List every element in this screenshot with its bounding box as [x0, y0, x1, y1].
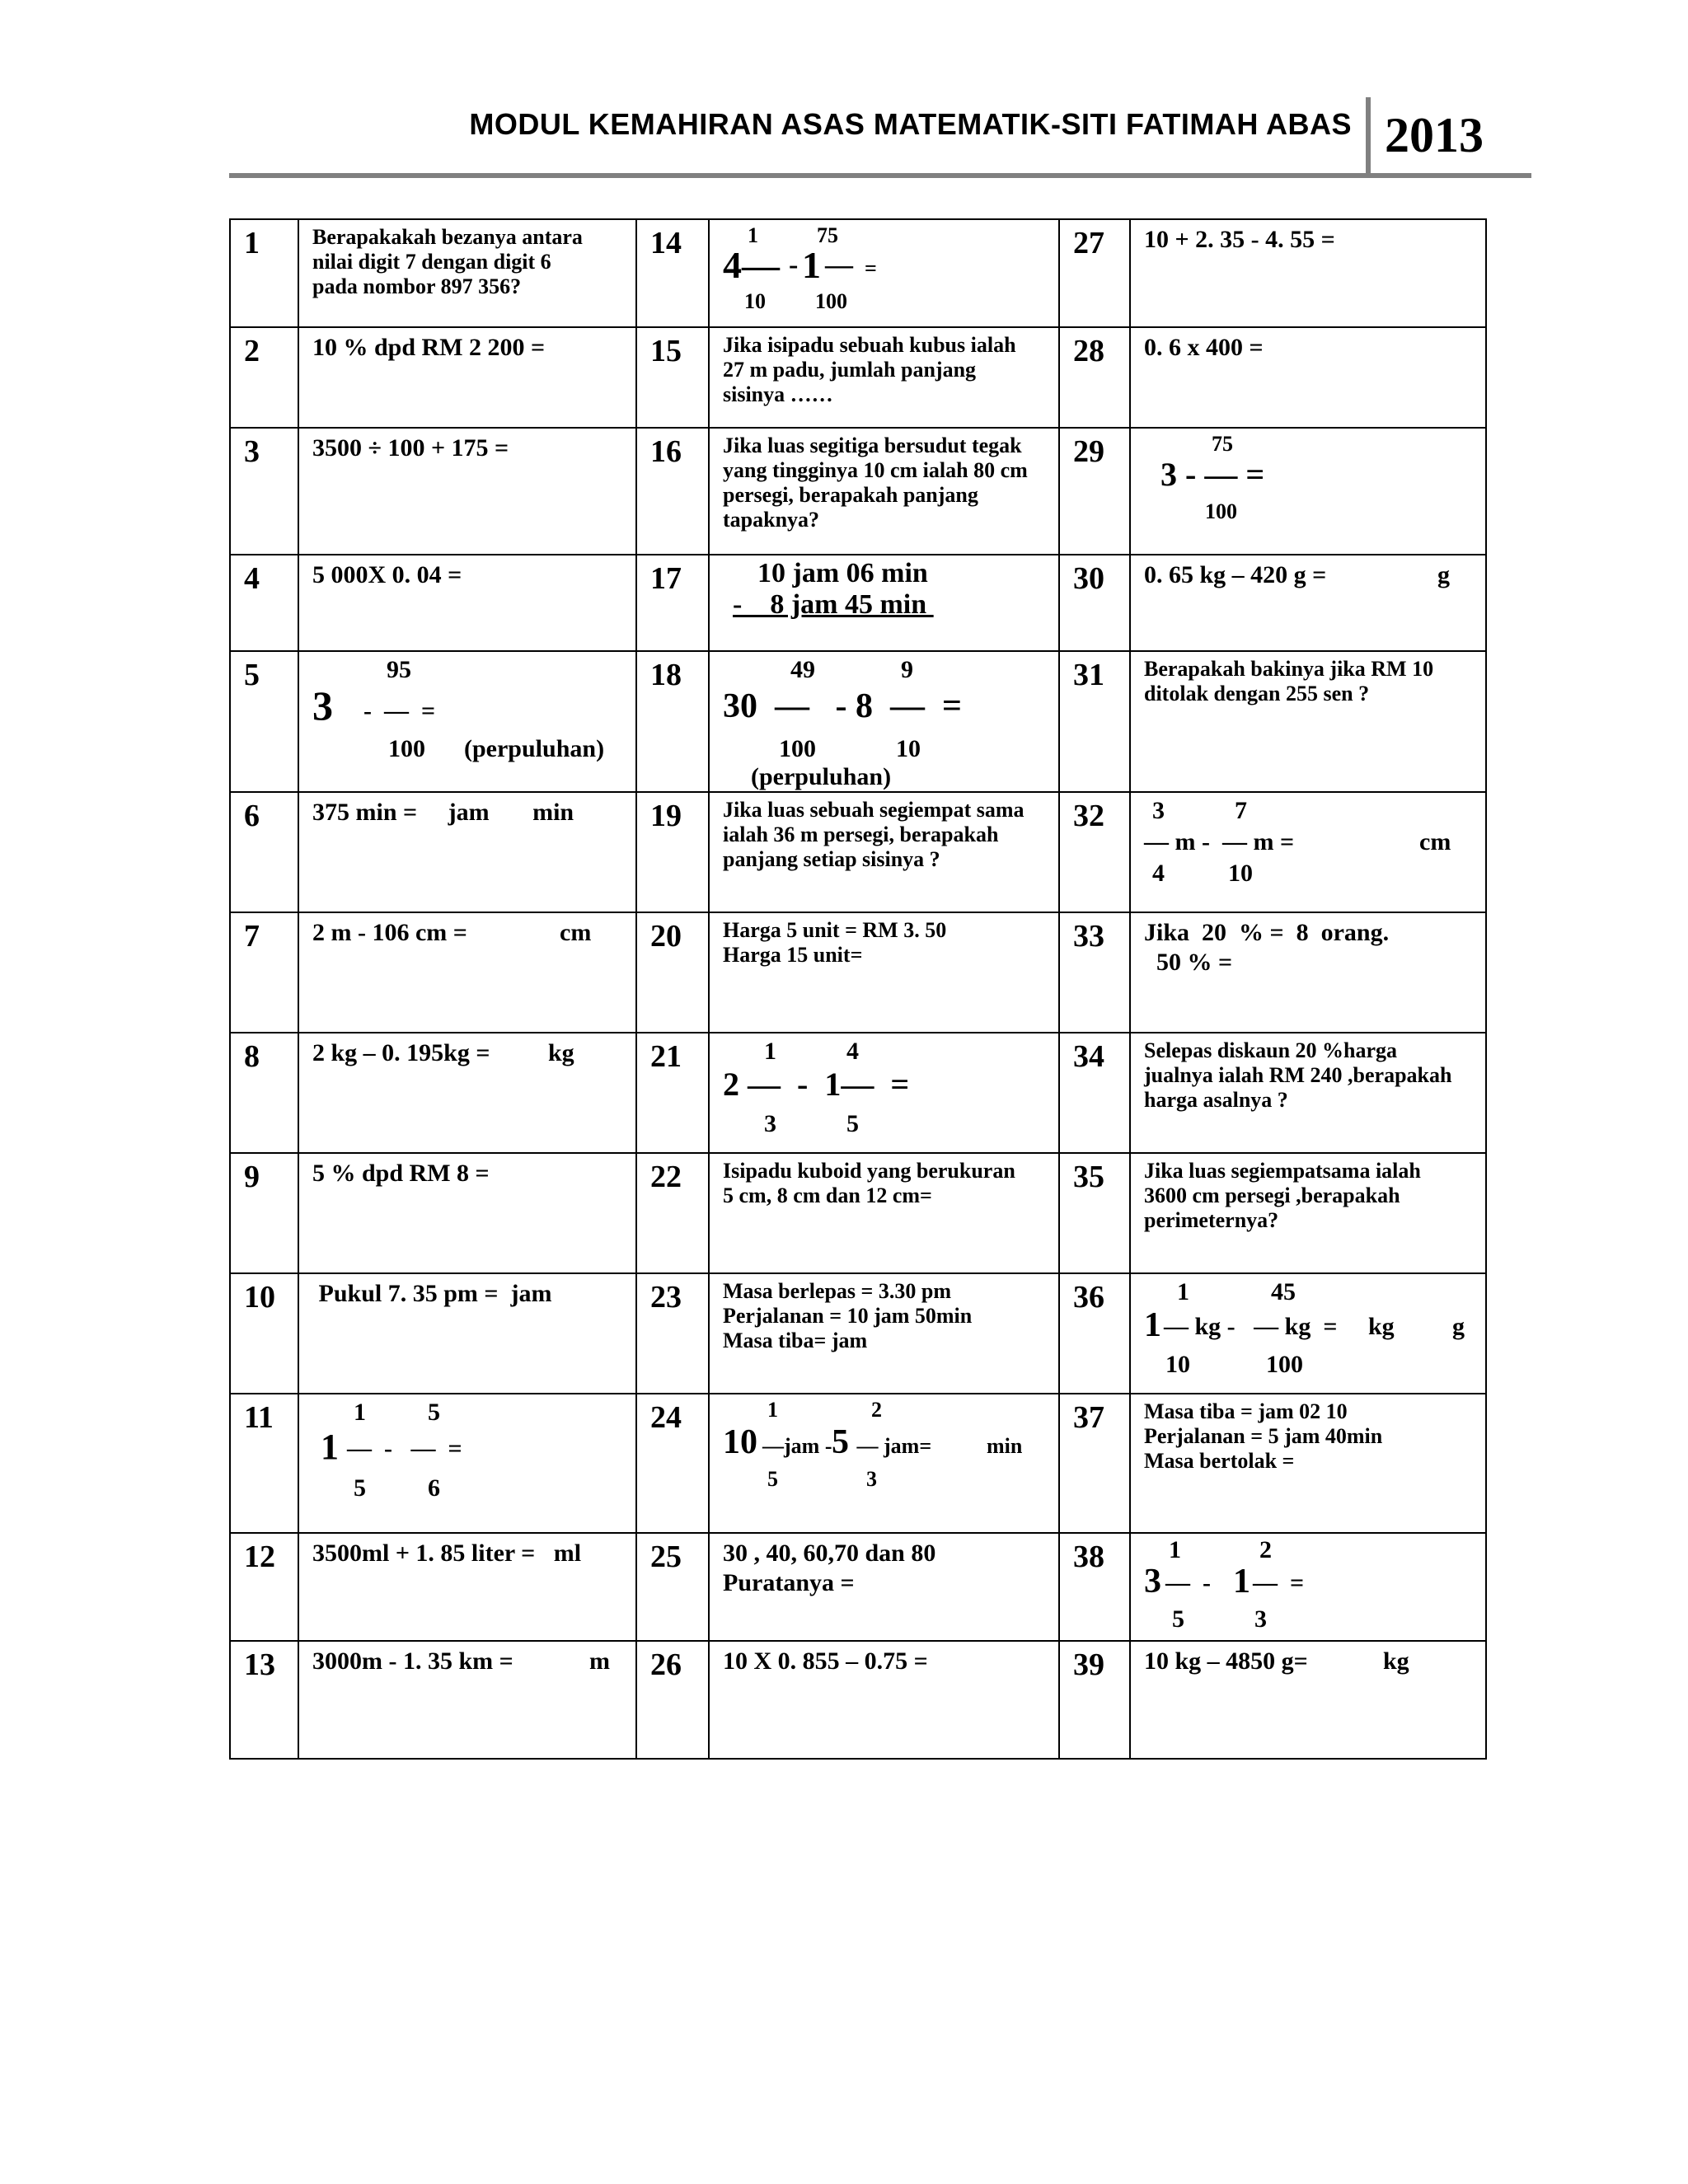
- table-row: [230, 1533, 1486, 1641]
- whole-number: 1: [802, 244, 821, 286]
- fraction-bar: — -: [1165, 1569, 1223, 1596]
- question-17: [709, 555, 1059, 651]
- question-4: 5 000X 0. 04 =: [298, 555, 636, 651]
- question-number: 17: [636, 555, 709, 651]
- question-number: 38: [1059, 1533, 1130, 1641]
- question-number: 6: [230, 792, 298, 912]
- fraction-expression: — m - — m =: [1144, 828, 1295, 855]
- question-23: Masa berlepas = 3.30 pm Perjalanan = 10 jam 50min Masa tiba= jam: [709, 1273, 1059, 1394]
- denominator: 10: [1228, 860, 1253, 887]
- question-number: 18: [636, 651, 709, 792]
- unit-label: cm: [1419, 828, 1451, 855]
- question-28: 0. 6 x 400 =: [1130, 327, 1486, 428]
- whole-number: 3: [312, 682, 333, 729]
- question-9: 5 % dpd RM 8 =: [298, 1153, 636, 1273]
- question-number: 11: [230, 1394, 298, 1533]
- question-12: 3500ml + 1. 85 liter = ml: [298, 1533, 636, 1641]
- question-number: 25: [636, 1533, 709, 1641]
- numerator: 1: [1169, 1536, 1181, 1563]
- question-number: 28: [1059, 327, 1130, 428]
- time-line-1: 10 jam 06 min: [757, 558, 928, 588]
- question-text: 2 m - 106 cm =: [312, 919, 467, 946]
- fraction-expression: — kg - — kg = kg: [1164, 1313, 1395, 1340]
- question-15: Jika isipadu sebuah kubus ialah 27 m padu, jumlah panjang sisinya ……: [709, 327, 1059, 428]
- question-14: [709, 219, 1059, 327]
- fraction-bar: — jam=: [851, 1434, 932, 1458]
- fraction-expression: 3 - — =: [1160, 456, 1265, 493]
- whole-number: 5: [832, 1423, 849, 1461]
- denominator: 100: [1205, 499, 1237, 523]
- question-table: [229, 218, 1487, 1760]
- numerator: 5: [428, 1399, 440, 1426]
- denominator: 10: [744, 289, 766, 313]
- question-29: [1130, 428, 1486, 555]
- numerator: 2: [1259, 1536, 1272, 1563]
- question-3: 3500 ÷ 100 + 175 =: [298, 428, 636, 555]
- question-number: 14: [636, 219, 709, 327]
- question-21: [709, 1033, 1059, 1153]
- question-number: 22: [636, 1153, 709, 1273]
- denominator: 5: [846, 1110, 859, 1137]
- header-divider: [1366, 97, 1371, 176]
- denominator: 5: [1172, 1605, 1184, 1633]
- denominator: 3: [866, 1467, 877, 1491]
- numerator: 3: [1152, 797, 1165, 824]
- question-31: Berapakah bakinya jika RM 10 ditolak dengan 255 sen ?: [1130, 651, 1486, 792]
- whole-number: 1: [1144, 1306, 1161, 1344]
- question-number: 15: [636, 327, 709, 428]
- denominator: 6: [428, 1474, 440, 1502]
- question-19: Jika luas sebuah segiempat sama ialah 36 m persegi, berapakah panjang setiap sisinya ?: [709, 792, 1059, 912]
- question-text: 0. 65 kg – 420 g =: [1144, 561, 1327, 588]
- question-number: 39: [1059, 1641, 1130, 1759]
- question-27: 10 + 2. 35 - 4. 55 =: [1130, 219, 1486, 327]
- answer-format: (perpuluhan): [751, 763, 892, 790]
- question-number: 7: [230, 912, 298, 1033]
- fraction-bar: - — =: [363, 697, 436, 724]
- denominator: 3: [1254, 1605, 1267, 1633]
- question-number: 33: [1059, 912, 1130, 1033]
- question-number: 16: [636, 428, 709, 555]
- numerator: 45: [1271, 1278, 1296, 1305]
- table-row: [230, 555, 1486, 651]
- fraction-bar: — - — =: [347, 1435, 462, 1462]
- table-row: [230, 1394, 1486, 1533]
- question-26: 10 X 0. 855 – 0.75 =: [709, 1641, 1059, 1759]
- whole-number: 1: [1233, 1563, 1250, 1601]
- question-36: [1130, 1273, 1486, 1394]
- question-16: Jika luas segitiga bersudut tegak yang tingginya 10 cm ialah 80 cm persegi, berapakah panjang tapaknya?: [709, 428, 1059, 555]
- denominator: 5: [767, 1467, 778, 1491]
- question-number: 13: [230, 1641, 298, 1759]
- question-30: [1130, 555, 1486, 651]
- question-number: 34: [1059, 1033, 1130, 1153]
- question-32: [1130, 792, 1486, 912]
- unit-label: min: [987, 1434, 1023, 1458]
- question-8: [298, 1033, 636, 1153]
- numerator: 1: [354, 1399, 366, 1426]
- operator: -: [789, 250, 799, 280]
- numerator: 7: [1235, 797, 1247, 824]
- denominator: 4: [1152, 860, 1165, 887]
- question-number: 20: [636, 912, 709, 1033]
- question-5: [298, 651, 636, 792]
- question-35: Jika luas segiempatsama ialah 3600 cm persegi ,berapakah perimeternya?: [1130, 1153, 1486, 1273]
- denominator: 100: [1266, 1351, 1303, 1378]
- whole-number: 4—: [723, 244, 780, 286]
- question-20: Harga 5 unit = RM 3. 50 Harga 15 unit=: [709, 912, 1059, 1033]
- denominator: 3: [764, 1110, 776, 1137]
- whole-number: 10: [723, 1423, 757, 1461]
- question-1: Berapakakah bezanya antara nilai digit 7 dengan digit 6 pada nombor 897 356?: [298, 219, 636, 327]
- table-row: [230, 792, 1486, 912]
- question-number: 9: [230, 1153, 298, 1273]
- question-39: [1130, 1641, 1486, 1759]
- time-line-2: - 8 jam 45 min: [733, 589, 934, 620]
- question-number: 1: [230, 219, 298, 327]
- fraction-expression: 30 — - 8 — =: [723, 687, 962, 725]
- unit-label: g: [1437, 561, 1450, 588]
- question-number: 26: [636, 1641, 709, 1759]
- denominator: 100: [815, 289, 847, 313]
- question-text: 3000m - 1. 35 km =: [312, 1647, 513, 1675]
- denominator: 10: [896, 735, 921, 762]
- unit-label: g: [1452, 1313, 1465, 1340]
- question-text: 2 kg – 0. 195kg =: [312, 1039, 490, 1066]
- question-number: 27: [1059, 219, 1130, 327]
- question-10: Pukul 7. 35 pm = jam: [298, 1273, 636, 1394]
- module-title: MODUL KEMAHIRAN ASAS MATEMATIK-SITI FATIMAH ABAS: [469, 107, 1352, 141]
- question-number: 3: [230, 428, 298, 555]
- unit-label: cm: [560, 919, 592, 946]
- question-number: 19: [636, 792, 709, 912]
- question-text: 10 kg – 4850 g=: [1144, 1647, 1308, 1675]
- table-row: [230, 327, 1486, 428]
- fraction-bar: —jam -: [762, 1434, 832, 1458]
- numerator: 49: [790, 656, 815, 683]
- question-13: [298, 1641, 636, 1759]
- question-6: 375 min = jam min: [298, 792, 636, 912]
- answer-format: (perpuluhan): [464, 735, 605, 762]
- question-number: 29: [1059, 428, 1130, 555]
- question-37: Masa tiba = jam 02 10 Perjalanan = 5 jam 40min Masa bertolak =: [1130, 1394, 1486, 1533]
- table-row: [230, 1273, 1486, 1394]
- question-number: 36: [1059, 1273, 1130, 1394]
- question-25: 30 , 40, 60,70 dan 80 Puratanya =: [709, 1533, 1059, 1641]
- question-number: 5: [230, 651, 298, 792]
- table-row: [230, 1153, 1486, 1273]
- equals: =: [865, 256, 877, 280]
- table-row: [230, 1641, 1486, 1759]
- fraction-bar: — =: [1253, 1569, 1305, 1596]
- question-33: Jika 20 % = 8 orang. 50 % =: [1130, 912, 1486, 1033]
- table-row: [230, 428, 1486, 555]
- question-number: 24: [636, 1394, 709, 1533]
- numerator: 1: [764, 1038, 776, 1065]
- question-number: 37: [1059, 1394, 1130, 1533]
- table-row: [230, 912, 1486, 1033]
- numerator: 75: [817, 223, 838, 247]
- denominator: 100: [779, 735, 816, 762]
- question-11: [298, 1394, 636, 1533]
- table-row: [230, 1033, 1486, 1153]
- fraction-bar: —: [825, 250, 853, 280]
- numerator: 1: [748, 223, 758, 247]
- question-number: 32: [1059, 792, 1130, 912]
- question-number: 10: [230, 1273, 298, 1394]
- fraction-expression: 2 — - 1— =: [723, 1066, 910, 1103]
- unit-label: m: [589, 1647, 610, 1675]
- denominator: 100: [388, 735, 425, 762]
- question-2: 10 % dpd RM 2 200 =: [298, 327, 636, 428]
- unit-label: kg: [1383, 1647, 1409, 1675]
- numerator: 9: [901, 656, 913, 683]
- whole-number: 3: [1144, 1563, 1161, 1601]
- denominator: 5: [354, 1474, 366, 1502]
- question-number: 12: [230, 1533, 298, 1641]
- denominator: 10: [1165, 1351, 1190, 1378]
- numerator: 4: [846, 1038, 859, 1065]
- question-34: Selepas diskaun 20 %harga jualnya ialah RM 240 ,berapakah harga asalnya ?: [1130, 1033, 1486, 1153]
- question-18: [709, 651, 1059, 792]
- numerator: 95: [387, 656, 411, 683]
- numerator: 1: [1177, 1278, 1189, 1305]
- question-number: 35: [1059, 1153, 1130, 1273]
- question-38: [1130, 1533, 1486, 1641]
- question-number: 4: [230, 555, 298, 651]
- question-number: 8: [230, 1033, 298, 1153]
- header-rule: [229, 173, 1531, 178]
- unit-label: kg: [548, 1039, 574, 1066]
- question-number: 30: [1059, 555, 1130, 651]
- table-row: [230, 219, 1486, 327]
- numerator: 75: [1212, 432, 1233, 456]
- question-7: [298, 912, 636, 1033]
- table-row: [230, 651, 1486, 792]
- question-22: Isipadu kuboid yang berukuran 5 cm, 8 cm dan 12 cm=: [709, 1153, 1059, 1273]
- question-number: 21: [636, 1033, 709, 1153]
- question-number: 31: [1059, 651, 1130, 792]
- question-number: 23: [636, 1273, 709, 1394]
- numerator: 1: [767, 1398, 778, 1422]
- module-year: 2013: [1385, 108, 1484, 162]
- whole-number: 1: [321, 1427, 339, 1467]
- question-24: [709, 1394, 1059, 1533]
- question-number: 2: [230, 327, 298, 428]
- numerator: 2: [871, 1398, 882, 1422]
